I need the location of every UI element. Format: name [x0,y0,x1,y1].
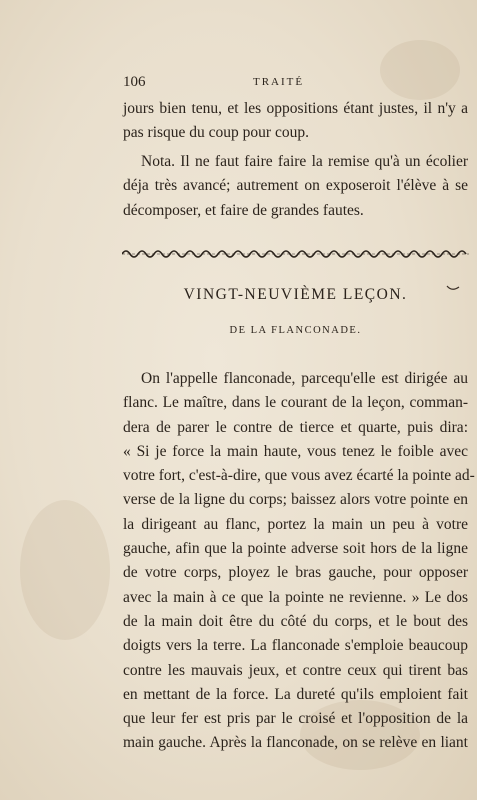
body-paragraph [123,367,475,756]
text-line: contre les mauvais jeux, et contre ceux qui tirent bas [123,661,468,679]
text-line: avec la main à ce que la pointe ne revienne. » Le dos [123,588,468,606]
nota-paragraph [123,150,468,223]
running-title: TRAITÉ [253,76,305,88]
text-line: que leur fer est pris par le croisé et l'opposition de la [123,710,468,728]
text-line: dera de parer le contre de tierce et quarte, puis dira: [123,418,468,436]
text-line: flanc. Le maître, dans le courant de la leçon, comman- [123,394,468,412]
page-number: 106 [123,74,146,90]
text-line: de votre corps, ployez le bras gauche, pour opposer [123,564,468,582]
text-line: déja très avancé; autrement on exposeroit l'élève à se [123,177,468,195]
text-line: doigts vers la terre. La flanconade s'emploie beaucoup [123,637,468,655]
text-line: en mettant de la force. La dureté qu'ils emploient fait [123,685,468,703]
text-line: de la main doit être du côté du corps, et le bout des [123,612,468,630]
text-line: On l'appelle flanconade, parcequ'elle est dirigée au [141,370,468,387]
text-line: gauche, afin que la pointe adverse soit hors de la ligne [123,540,468,558]
section-title: DE LA FLANCONADE. [229,325,362,336]
text-line: verse de la ligne du corps; baissez alors votre pointe en [123,491,468,509]
ornamental-rule [122,248,469,260]
text-line: Nota. Il ne faut faire faire la remise qu'à un écolier [141,153,468,170]
top-paragraph [123,97,468,146]
text-line: votre fort, c'est-à-dire, que vous avez écarté la pointe ad- [123,467,475,485]
running-head [123,74,468,94]
pen-mark [446,284,460,292]
text-line: décomposer, et faire de grandes fautes. [123,201,364,219]
chapter-title: VINGT-NEUVIÈME LEÇON. [183,286,408,303]
text-line: la dirigeant au flanc, portez la main un peu à votre [123,515,468,533]
paper-stain [20,500,110,640]
text-line: pas risque du coup pour coup. [123,124,309,142]
text-line: « Si je force la main haute, vous tenez le foible avec [123,442,468,460]
text-line: main gauche. Après la flanconade, on se relève en liant [123,734,468,752]
text-line: jours bien tenu, et les oppositions étant justes, il n'y a [123,100,468,117]
